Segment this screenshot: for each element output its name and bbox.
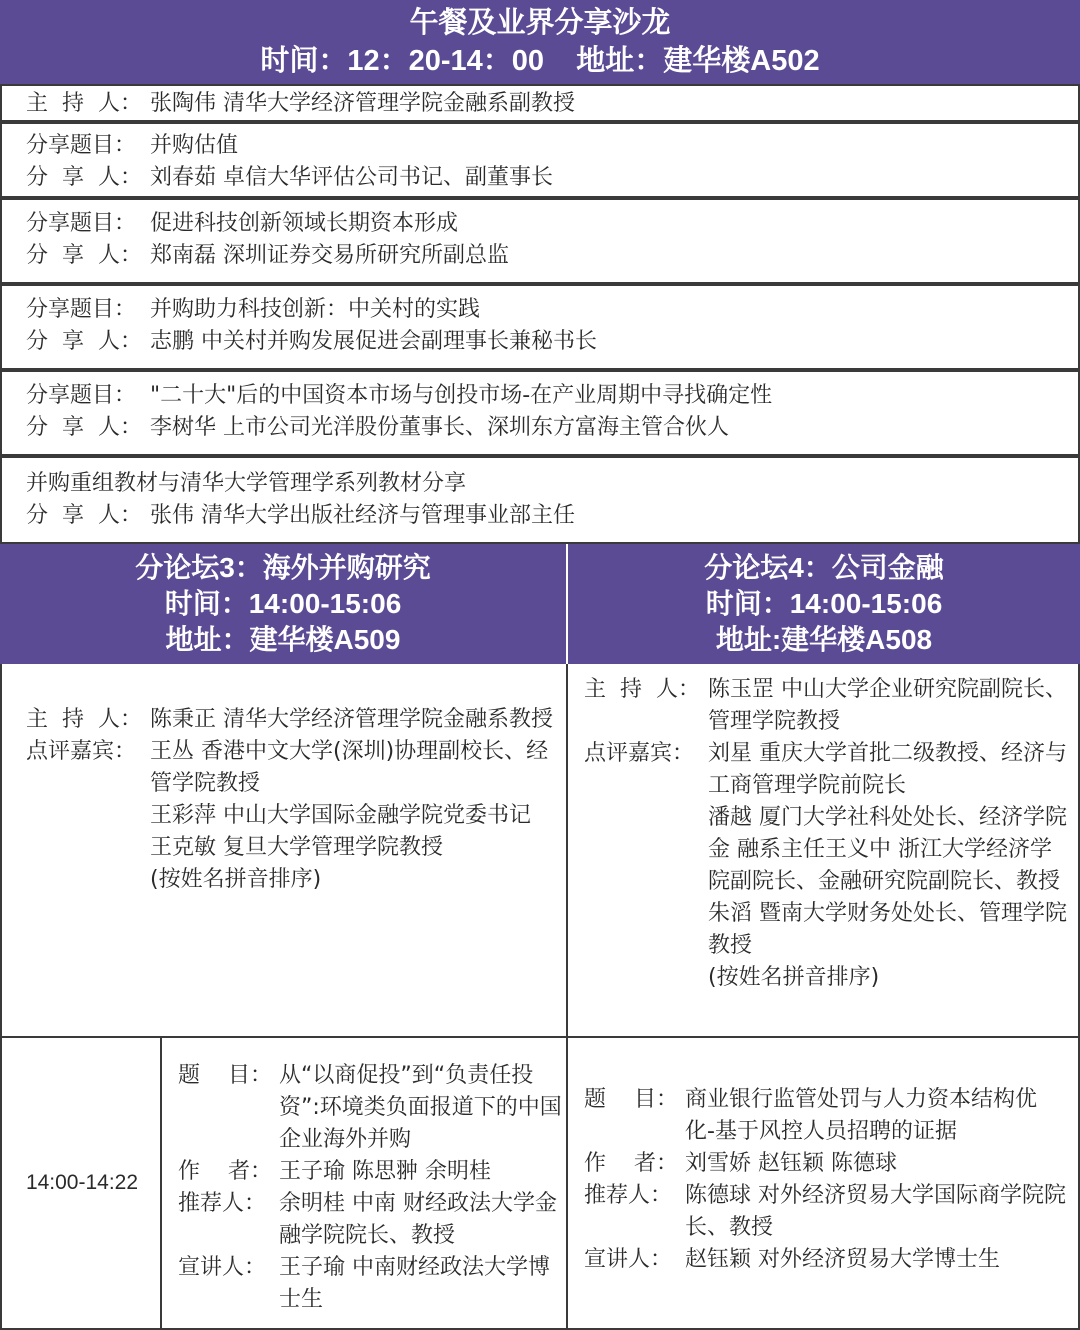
lunch-header [0,0,1080,84]
topic-speaker: 张伟 清华大学出版社经济与管理事业部主任 [150,503,575,528]
recommender-label: 推荐人： [584,1183,673,1208]
forum4-place: 地址:建华楼A508 [715,624,933,655]
forum3-time: 时间：14:00-15:06 [164,588,402,619]
forum3-reviewer: 王彩萍 中山大学国际金融学院党委书记 [150,803,531,828]
speaker-label: 分 享 人： [26,329,142,354]
presenter-label: 宣讲人： [178,1255,267,1280]
topic-title: 并购重组教材与清华大学管理学系列教材分享 [26,471,467,496]
reviewer-label: 点评嘉宾： [26,739,137,764]
author-label: 作 者： [584,1151,678,1176]
forum3-host-box [0,664,568,1038]
session-authors: 王子瑜 陈思翀 余明桂 [279,1159,491,1184]
lunch-host: 张陶伟 清华大学经济管理学院金融系副教授 [150,91,575,116]
topic-speaker: 李树华 上市公司光洋股份董事长、深圳东方富海主管合伙人 [150,415,729,440]
forum4-session-box [566,1036,1080,1330]
speaker-label: 分 享 人： [26,503,142,528]
session-presenter: 王子瑜 中南财经政法大学博士生 [279,1255,550,1312]
session-recommender: 陈德球 对外经济贸易大学国际商学院院长、教授 [685,1183,1066,1240]
forum3-reviewer: 王克敏 复旦大学管理学院教授 [150,835,443,860]
speaker-label: 分 享 人： [26,415,142,440]
topic-title: 并购助力科技创新：中关村的实践 [150,297,481,322]
topic-title: 促进科技创新领域长期资本形成 [150,211,459,236]
title-label: 题 目： [178,1063,272,1088]
topic-title: 并购估值 [150,133,239,158]
forum3-header [0,544,566,664]
session-title: 商业银行监管处罚与人力资本结构优 化-基于风控人员招聘的证据 [685,1087,1038,1144]
session-time: 14:00-14:22 [25,1171,139,1194]
forum4-host-box [566,664,1080,1038]
lunch-topic-1 [0,122,1080,198]
forum4-note: (按姓名拼音排序) [708,965,880,990]
title-label: 题 目： [584,1087,678,1112]
session-title: 从“以商促投”到“负责任投资”:环境类负面报道下的中国企业海外并购 [279,1063,562,1152]
topic-title: "二十大"后的中国资本市场与创投市场-在产业周期中寻找确定性 [150,383,773,408]
speaker-label: 分 享 人： [26,165,142,190]
presenter-label: 宣讲人： [584,1247,673,1272]
forum3-host: 陈秉正 清华大学经济管理学院金融系教授 [150,707,553,732]
lunch-topic-5 [0,456,1080,544]
forum4-title: 分论坛4：公司金融 [704,552,944,583]
lunch-topic-4 [0,370,1080,456]
host-label: 主 持 人： [26,91,142,116]
lunch-topic-3 [0,284,1080,370]
forum3-place: 地址：建华楼A509 [165,624,401,655]
lunch-title: 午餐及业界分享沙龙 [409,7,671,39]
lunch-host-box [0,84,1080,122]
topic-speaker: 志鹏 中关村并购发展促进会副理事长兼秘书长 [150,329,597,354]
speaker-label: 分 享 人： [26,243,142,268]
recommender-label: 推荐人： [178,1191,267,1216]
topic-speaker: 郑南磊 深圳证券交易所研究所副总监 [150,243,509,268]
reviewer-label: 点评嘉宾： [584,741,695,766]
session-recommender: 余明桂 中南 财经政法大学金融学院院长、教授 [279,1191,557,1248]
forum3-reviewer: 王丛 香港中文大学(深圳)协理副校长、经管学院教授 [150,739,549,796]
forum3-session-box [160,1036,568,1330]
forum4-reviewer: 朱滔 暨南大学财务处处长、管理学院教授 [708,901,1067,958]
lunch-time-place: 时间：12：20-14：00 地址：建华楼A502 [260,45,820,77]
forum4-header [568,544,1080,664]
topic-speaker: 刘春茹 卓信大华评估公司书记、副董事长 [150,165,553,190]
forum4-time: 时间：14:00-15:06 [705,588,943,619]
forum3-title: 分论坛3：海外并购研究 [135,552,431,583]
session-presenter: 赵钰颖 对外经济贸易大学博士生 [685,1247,1000,1272]
topic-label: 分享题目： [26,133,137,158]
forum4-host: 陈玉罡 中山大学企业研究院副院长、管理学院教授 [708,677,1067,734]
topic-label: 分享题目： [26,297,137,322]
lunch-topic-2 [0,198,1080,284]
forum4-reviewer: 刘星 重庆大学首批二级教授、经济与工商管理学院前院长 [708,741,1067,798]
session-authors: 刘雪娇 赵钰颖 陈德球 [685,1151,897,1176]
forum4-reviewer: 潘越 厦门大学社科处处长、经济学院金 融系主任王义中 浙江大学经济学院副院长、金融研究院副院长、教授 [708,805,1067,894]
forum3-note: (按姓名拼音排序) [150,867,322,892]
forum3-session-time-cell [0,1036,162,1330]
topic-label: 分享题目： [26,211,137,236]
host-label: 主 持 人： [584,677,700,702]
author-label: 作 者： [178,1159,272,1184]
host-label: 主 持 人： [26,707,142,732]
topic-label: 分享题目： [26,383,137,408]
